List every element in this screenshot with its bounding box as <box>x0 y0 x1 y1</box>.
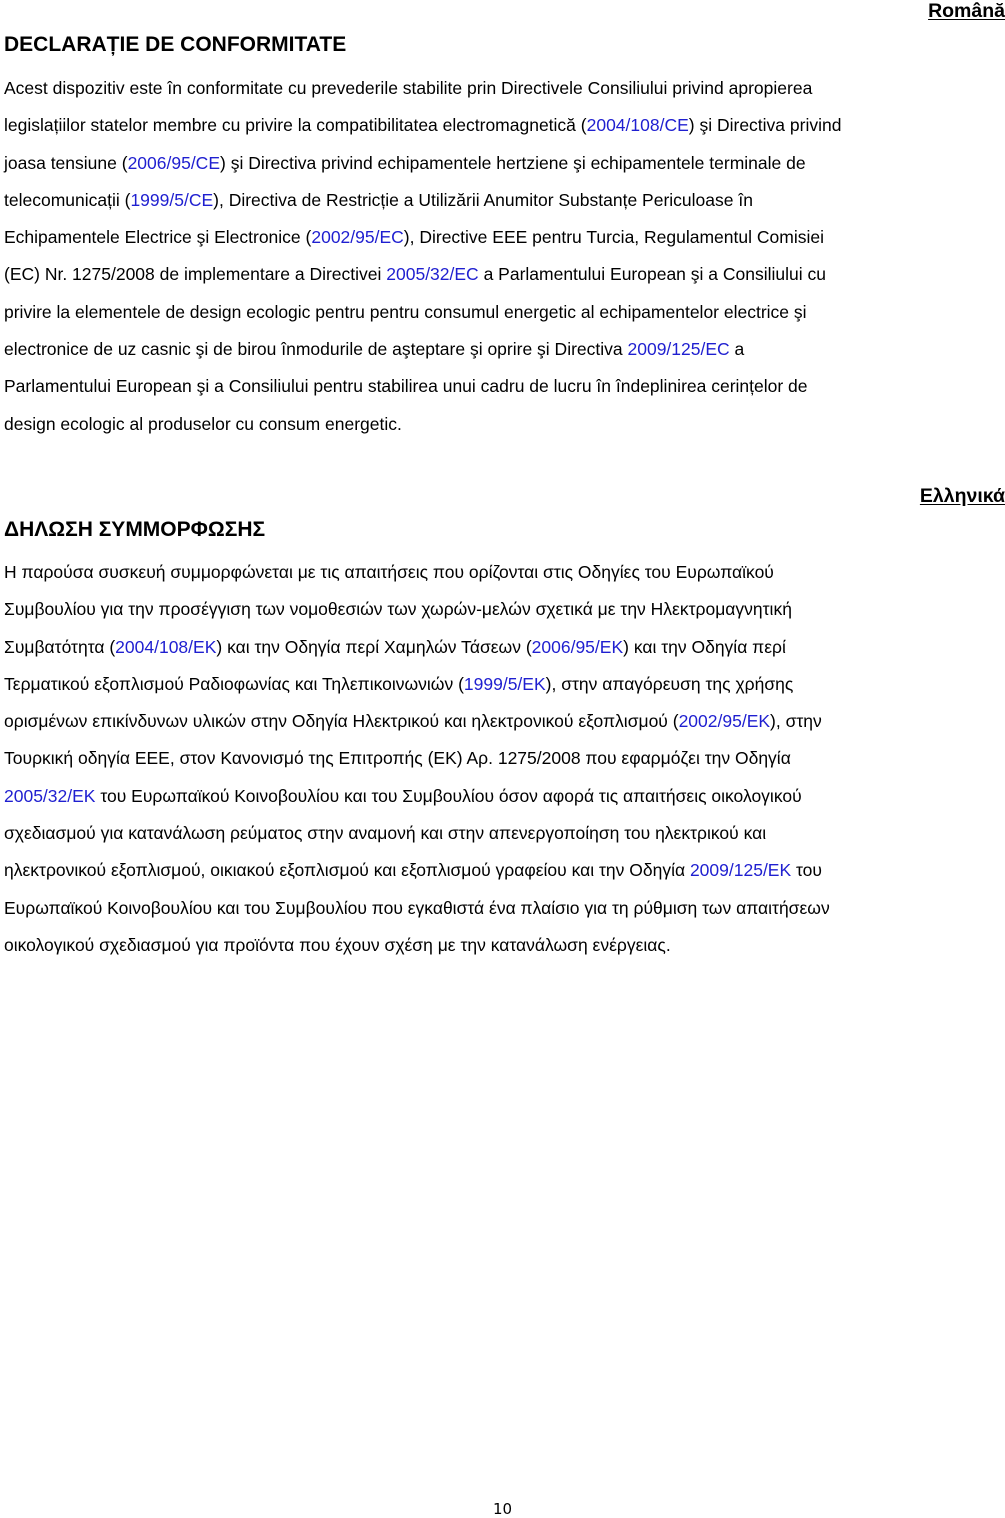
directive-reference: 2002/95/EC <box>311 227 404 248</box>
text-segment: joasa tensiune ( <box>4 152 128 173</box>
text-line <box>4 145 1004 182</box>
text-segment: a <box>729 339 745 360</box>
text-line <box>4 554 1004 591</box>
text-line <box>4 890 1004 927</box>
language-label-greek: Ελληνικά <box>919 485 1005 507</box>
text-segment: legislațiilor statelor membre cu privire la compatibilitatea electromagnetică ( <box>4 115 587 136</box>
text-line <box>4 294 1004 331</box>
page-number: 10 <box>492 1500 513 1518</box>
directive-reference: 1999/5/CE <box>130 189 214 210</box>
text-segment: Συμβουλίου για την προσέγγιση των νομοθεσιών των χωρών-μελών σχετικά με την Ηλεκτρομαγνητική <box>4 599 792 620</box>
text-segment: οικολογικού σχεδιασμού για προϊόντα που έχουν σχέση με την κατανάλωση ενέργειας. <box>4 934 671 955</box>
text-segment: ) και την Οδηγία περί <box>623 636 786 657</box>
text-line <box>4 256 1004 293</box>
text-line <box>4 666 1004 703</box>
text-segment: Συμβατότητα ( <box>4 636 116 657</box>
text-segment: a Parlamentului European şi a Consiliului cu <box>478 264 826 285</box>
text-segment: Echipamentele Electrice şi Electronice ( <box>4 227 312 248</box>
text-segment: ), Directive EEE pentru Turcia, Regulamentul Comisiei <box>403 227 824 248</box>
text-line <box>4 368 1004 405</box>
text-segment: σχεδιασμού για κατανάλωση ρεύματος στην αναμονή και στην απενεργοποίηση του ηλεκτρικού και <box>4 823 767 844</box>
text-line <box>4 852 1004 889</box>
text-segment: του Ευρωπαϊκού Κοινοβουλίου και του Συμβουλίου όσον αφορά τις απαιτήσεις οικολογικού <box>95 785 802 806</box>
text-line <box>4 182 1004 219</box>
directive-reference: 2004/108/ΕΚ <box>115 636 217 657</box>
directive-reference: 2006/95/ΕΚ <box>531 636 624 657</box>
text-line <box>4 629 1004 666</box>
body-romanian <box>4 70 1004 443</box>
text-segment: ), Directiva de Restricție a Utilizării Anumitor Substanțe Periculoase în <box>213 189 753 210</box>
text-segment: ) και την Οδηγία περί Χαμηλών Τάσεων ( <box>216 636 532 657</box>
text-segment: privire la elementele de design ecologic pentru pentru consumul energetic al echipamentelor electrice şi <box>4 301 807 322</box>
text-segment: Ευρωπαϊκού Κοινοβουλίου και του Συμβουλίου που εγκαθιστά ένα πλαίσιο για τη ρύθμιση των απαιτήσεων <box>4 897 830 918</box>
text-segment: ηλεκτρονικού εξοπλισμού, οικιακού εξοπλισμού και εξοπλισμού γραφείου και την Οδηγία <box>4 860 690 881</box>
text-line <box>4 70 1004 107</box>
text-segment: Η παρούσα συσκευή συμμορφώνεται με τις απαιτήσεις που ορίζονται στις Οδηγίες του Ευρωπαϊκού <box>4 562 774 582</box>
text-line <box>4 740 1004 777</box>
text-segment: του <box>791 860 822 881</box>
text-segment: design ecologic al produselor cu consum energetic. <box>4 413 402 434</box>
text-segment: ) şi Directiva privind <box>688 115 842 136</box>
text-segment: telecomunicații ( <box>4 189 131 210</box>
text-line <box>4 406 1004 443</box>
text-segment: ορισμένων επικίνδυνων υλικών στην Οδηγία Ηλεκτρικού και ηλεκτρονικού εξοπλισμού ( <box>4 711 679 732</box>
directive-reference: 2005/32/EC <box>386 264 479 285</box>
text-segment: Τουρκική οδηγία ΕΕΕ, στον Κανονισμό της Επιτροπής (ΕΚ) Αρ. 1275/2008 που εφαρμόζει την Οδηγία <box>4 748 791 769</box>
directive-reference: 1999/5/ΕΚ <box>463 673 546 694</box>
text-segment: ) şi Directiva privind echipamentele hertziene şi echipamentele terminale de <box>220 152 806 173</box>
directive-reference: 2009/125/EC <box>627 339 730 360</box>
text-line <box>4 778 1004 815</box>
text-line <box>4 107 1004 144</box>
text-line <box>4 703 1004 740</box>
text-line <box>4 219 1004 256</box>
body-greek <box>4 554 1004 964</box>
text-segment: (EC) Nr. 1275/2008 de implementare a Directivei <box>4 264 387 285</box>
text-segment: Parlamentului European şi a Consiliului pentru stabilirea unui cadru de lucru în îndeplinirea cerințelor de <box>4 376 808 397</box>
text-line <box>4 331 1004 368</box>
text-segment: Τερματικού εξοπλισμού Ραδιοφωνίας και Τηλεπικοινωνιών ( <box>4 673 464 694</box>
title-greek: ΔΗΛΩΣΗ ΣΥΜΜΟΡΦΩΣΗΣ <box>4 518 266 541</box>
text-segment: ), στην απαγόρευση της χρήσης <box>545 673 794 694</box>
directive-reference: 2009/125/ΕΚ <box>689 860 792 881</box>
directive-reference: 2004/108/CE <box>586 115 689 136</box>
text-segment: electronice de uz casnic şi de birou înmodurile de aşteptare şi oprire şi Directiva <box>4 339 628 360</box>
directive-reference: 2005/32/ΕΚ <box>4 785 96 806</box>
directive-reference: 2002/95/ΕΚ <box>678 711 771 732</box>
text-segment: ), στην <box>770 711 822 732</box>
text-line <box>4 591 1004 628</box>
text-line <box>4 815 1004 852</box>
language-label-romanian: Română <box>928 0 1005 22</box>
text-line <box>4 927 1004 964</box>
directive-reference: 2006/95/CE <box>127 152 220 173</box>
title-romanian: DECLARAȚIE DE CONFORMITATE <box>4 33 347 56</box>
text-segment: Acest dispozitiv este în conformitate cu prevederile stabilite prin Directivele Consiliului privind apropierea <box>4 78 813 98</box>
